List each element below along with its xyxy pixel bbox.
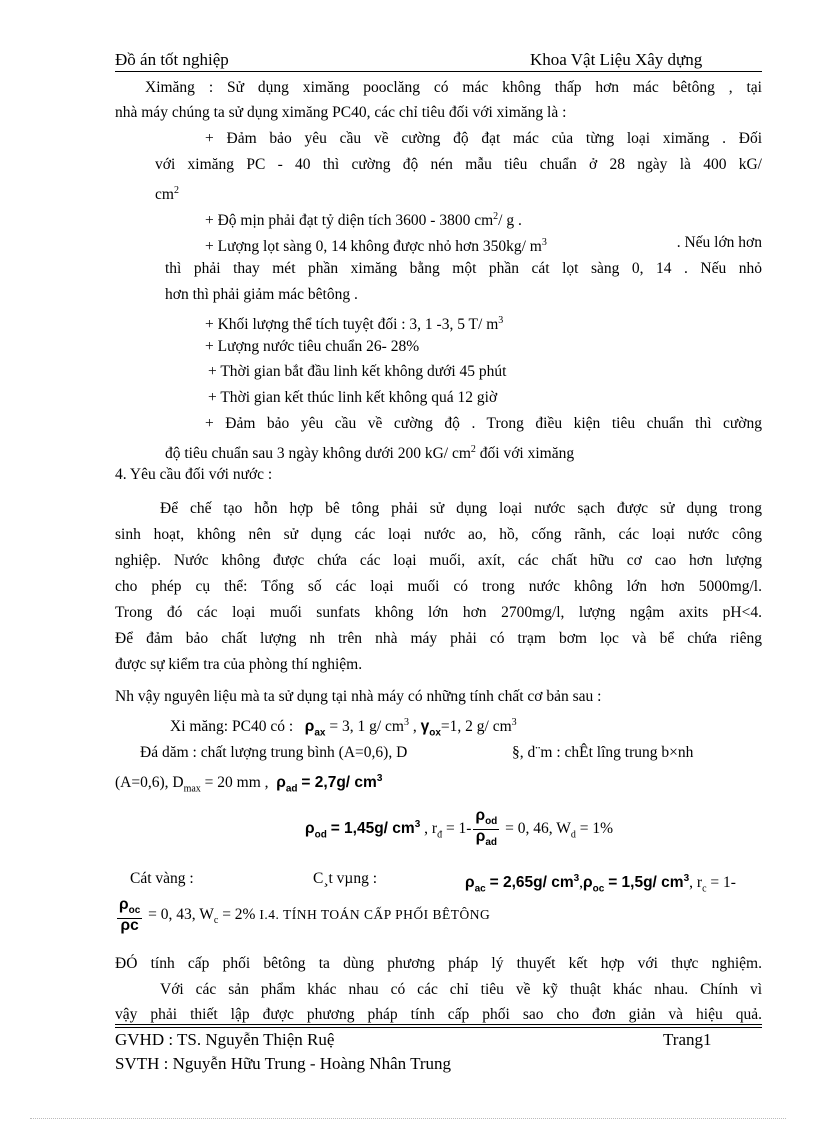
cement-bullet-8b: độ tiêu chuẩn sau 3 ngày không dưới 200 kG/ $cm^2$ đối với ximăng xyxy=(165,444,575,463)
cement-intro-1: Ximăng : Sử dụng ximăng pooclăng có mác không thấp hơn mác bêtông , tại xyxy=(145,79,762,96)
sand-label-garbled: C¸t vµng : xyxy=(313,870,378,887)
mix-line-2: Với các sản phẩm khác nhau có các chỉ tiêu về kỹ thuật khác nhau. Chính vì xyxy=(160,981,762,998)
water-heading: 4. Yêu cầu đối với nước : xyxy=(115,466,273,483)
header-right: Khoa Vật Liệu Xây dựng xyxy=(530,50,703,69)
water-line-6: Để đảm bảo chất lượng nh trên nhà máy phải có trạm bơm lọc và bể chứa riêng xyxy=(115,630,762,647)
sand-properties: $\rho_{ac} = 2,65g/$ $cm^3,\rho_{oc} = 1,5g/$ $cm^3$, $r_c = 1-$ xyxy=(465,873,736,895)
section-heading-mix: I.4. TÍNH TOÁN CẤP PHỐI BÊTÔNG xyxy=(259,907,491,923)
water-line-2: sinh hoạt, không nên sử dụng các loại nước ao, hồ, cống rãnh, các loại nước công xyxy=(115,526,762,543)
header-left: Đồ án tốt nghiệp xyxy=(115,50,229,69)
page-bottom-dotted-rule xyxy=(30,1118,786,1119)
stone-line-1: Đá dăm : chất lượng trung bình (A=0,6), D xyxy=(140,744,408,761)
water-line-5: Trong đó các loại muối sunfats không lớn hơn 2700mg/l, lượng ngậm axits pH<4. xyxy=(115,604,762,621)
cement-bullet-2: + Độ mịn phải đạt tỷ diện tích 3600 - 3800 $cm^2/$ g . xyxy=(205,211,522,230)
stone-ratio-fraction: $\frac{\rho_{od}}{\rho_{ad}}$ xyxy=(475,807,498,849)
cement-bullet-1a: + Đảm bảo yêu cầu về cường độ đạt mác của từng loại ximăng . Đối xyxy=(205,130,762,147)
cement-bullet-5: + Lượng nước tiêu chuẩn 26- 28% xyxy=(205,338,420,355)
water-line-7: được sự kiểm tra của phòng thí nghiệm. xyxy=(115,656,363,673)
water-line-4: cho phép cụ thể: Tổng số các loại muối có trong nước không lớn hơn 5000mg/l. xyxy=(115,578,762,595)
cement-bullet-8a: + Đảm bảo yêu cầu về cường độ . Trong điều kiện tiêu chuẩn thì cường xyxy=(205,415,762,432)
footer-students: SVTH : Nguyễn Hữu Trung - Hoàng Nhân Trung xyxy=(115,1054,452,1073)
stone-line-3: $\rho_{od} = 1,45g/$ $cm^3$ , $r_đ = 1-$ $\frac{\rho_{od}}{\rho_{ad}}$ = 0, 46, $W_d = 1\%$ xyxy=(305,807,614,849)
cement-properties: Xi măng: PC40 có : $\rho_{ax} = 3$, 1 g/ $cm^3$ , $\gamma_{ox}=1$, 2 g/ $cm^3$ xyxy=(170,717,517,739)
header-rule xyxy=(115,71,762,72)
sand-line-2: $\frac{\rho_{oc}}{\rho c}$ = 0, 43, $W_c = 2\%$ I.4. TÍNH TOÁN CẤP PHỐI BÊTÔNG xyxy=(119,896,491,935)
cement-bullet-3c: hơn thì phải giảm mác bêtông . xyxy=(165,286,358,303)
stone-line-2: (A=0,6), $D_{max} = 20$ mm , $\rho_{ad} = 2,7g/$ $cm^3$ xyxy=(115,773,383,795)
cement-bullet-7: + Thời gian kết thúc linh kết không quá 12 giờ xyxy=(208,389,498,406)
cement-bullet-4: + Khối lượng thể tích tuyệt đối : 3, 1 -3, 5 T/ $m^3$ xyxy=(205,315,504,334)
cement-bullet-3a: + Lượng lọt sàng 0, 14 không được nhỏ hơn 350kg/ $m^3$ . Nếu lớn hơn xyxy=(205,234,762,256)
cement-bullet-3b: thì phải thay mét phần ximăng bằng một phần cát lọt sàng 0, 14 . Nếu nhỏ xyxy=(165,260,762,277)
materials-summary: Nh vậy nguyên liệu mà ta sử dụng tại nhà máy có những tính chất cơ bản sau : xyxy=(115,688,602,705)
mix-line-1: ĐÓ tính cấp phối bêtông ta dùng phương pháp lý thuyết kết hợp với thực nghiệm. xyxy=(115,955,762,972)
footer-page-number: Trang1 xyxy=(663,1030,712,1049)
footer-rule-2 xyxy=(115,1027,762,1028)
cement-bullet-1b: với ximăng PC - 40 thì cường độ nén mẫu tiêu chuẩn ở 28 ngày là 400 kG/ xyxy=(155,156,762,173)
water-line-3: nghiệp. Nước không được chứa các loại muối, axít, các chất hữu cơ cao hơn lượng xyxy=(115,552,762,569)
mix-line-3: vậy phải thiết lập được phương pháp tính cấp phối sao cho đơn giản và hiệu quả. xyxy=(115,1006,762,1023)
water-line-1: Để chế tạo hỗn hợp bê tông phải sử dụng loại nước sạch được sử dụng trong xyxy=(160,500,762,517)
sand-ratio-fraction: $\frac{\rho_{oc}}{\rho c}$ xyxy=(119,896,141,935)
cement-intro-2: nhà máy chúng ta sử dụng ximăng PC40, các chỉ tiêu đối với ximăng là : xyxy=(115,104,567,121)
cement-bullet-1c: $cm^2$ xyxy=(155,185,179,204)
footer-rule-1 xyxy=(115,1024,762,1025)
stone-line-1-garbled: §, d¨m : chÊt lîng trung b×nh xyxy=(512,744,694,761)
sand-label: Cát vàng : xyxy=(130,870,194,887)
cement-bullet-6: + Thời gian bắt đầu linh kết không dưới 45 phút xyxy=(208,363,507,380)
footer-advisor: GVHD : TS. Nguyễn Thiện Ruệ xyxy=(115,1030,335,1049)
